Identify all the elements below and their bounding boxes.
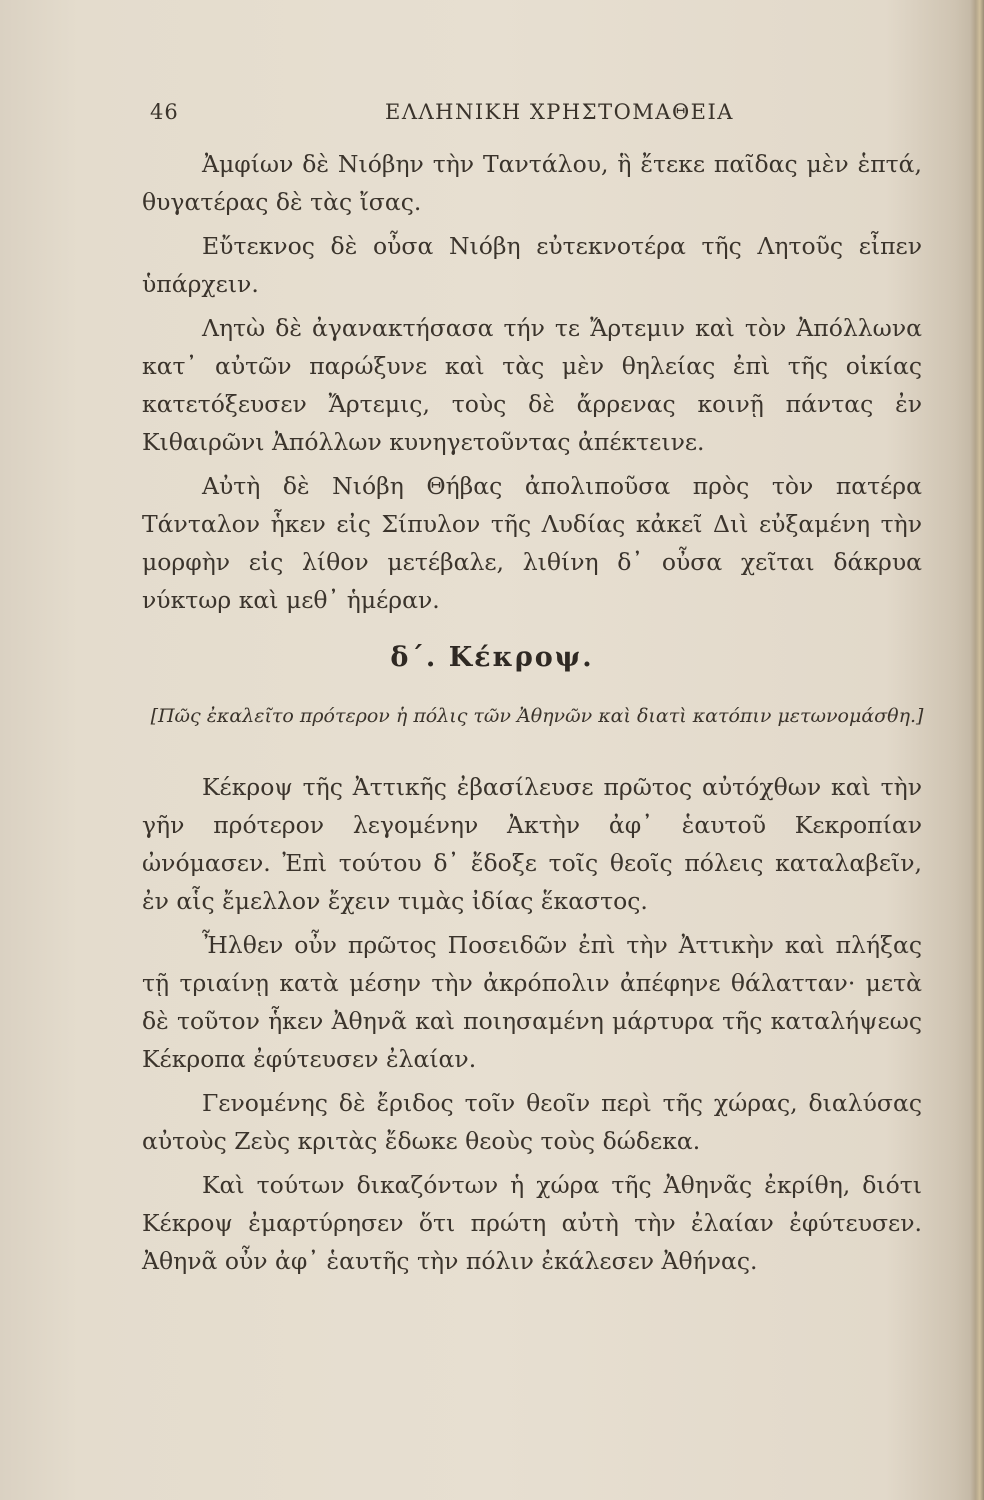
- section-title: δ΄. Κέκροψ.: [390, 642, 594, 673]
- paragraph: Αὐτὴ δὲ Νιόβη Θήβας ἀπολιποῦσα πρὸς τὸν πατέρα Τάνταλον ἧκεν εἰς Σίπυλον τῆς Λυδίας κἀκεῖ Διὶ εὐξαμένη τὴν μορφὴν εἰς λίθον μετέβαλε, λιθίνη δ᾽ οὖσα χεῖται δάκρυα νύκτωρ καὶ μεθ᾽ ἡμέραν.: [142, 472, 922, 614]
- section-subtitle: [Πῶς ἐκαλεῖτο πρότερον ἡ πόλις τῶν Ἀθηνῶν καὶ διατὶ κατόπιν μετωνομάσθη.]: [150, 705, 924, 727]
- text-block-kekrops: [142, 768, 922, 1286]
- paragraph: Ἀμφίων δὲ Νιόβην τὴν Ταντάλου, ἣ ἔτεκε παῖδας μὲν ἑπτά, θυγατέρας δὲ τὰς ἴσας.: [142, 150, 922, 216]
- running-title: ΕΛΛΗΝΙΚΗ ΧΡΗΣΤΟΜΑΘΕΙΑ: [385, 100, 734, 124]
- text-block-niobe: [142, 145, 922, 625]
- page-number: 46: [150, 100, 179, 124]
- paragraph: Καὶ τούτων δικαζόντων ἡ χώρα τῆς Ἀθηνᾶς ἐκρίθη, διότι Κέκροψ ἐμαρτύρησεν ὅτι πρώτη αὐτὴ τὴν ἐλαίαν ἐφύτευσεν. Ἀθηνᾶ οὖν ἀφ᾽ ἑαυτῆς τὴν πόλιν ἐκάλεσεν Ἀθήνας.: [142, 1171, 922, 1275]
- paragraph: Λητὼ δὲ ἀγανακτήσασα τήν τε Ἄρτεμιν καὶ τὸν Ἀπόλλωνα κατ᾽ αὐτῶν παρώξυνε καὶ τὰς μὲν θηλείας ἐπὶ τῆς οἰκίας κατετόξευσεν Ἄρτεμις, τοὺς δὲ ἄρρενας κοινῇ πάντας ἐν Κιθαιρῶνι Ἀπόλλων κυνηγετοῦντας ἀπέκτεινε.: [142, 314, 922, 456]
- running-head: [150, 100, 910, 136]
- paragraph: Εὔτεκνος δὲ οὖσα Νιόβη εὐτεκνοτέρα τῆς Λητοῦς εἶπεν ὑπάρχειν.: [142, 232, 922, 298]
- paragraph: Γενομένης δὲ ἔριδος τοῖν θεοῖν περὶ τῆς χώρας, διαλύσας αὐτοὺς Ζεὺς κριτὰς ἔδωκε θεοὺς τοὺς δώδεκα.: [142, 1089, 922, 1155]
- paragraph: Κέκροψ τῆς Ἀττικῆς ἐβασίλευσε πρῶτος αὐτόχθων καὶ τὴν γῆν πρότερον λεγομένην Ἀκτὴν ἀφ᾽ ἑαυτοῦ Κεκροπίαν ὠνόμασεν. Ἐπὶ τούτου δ᾽ ἔδοξε τοῖς θεοῖς πόλεις καταλαβεῖν, ἐν αἷς ἔμελλον ἔχειν τιμὰς ἰδίας ἕκαστος.: [142, 773, 922, 915]
- paragraph: Ἦλθεν οὖν πρῶτος Ποσειδῶν ἐπὶ τὴν Ἀττικὴν καὶ πλήξας τῇ τριαίνῃ κατὰ μέσην τὴν ἀκρόπολιν ἀπέφηνε θάλατταν· μετὰ δὲ τοῦτον ἧκεν Ἀθηνᾶ καὶ ποιησαμένη μάρτυρα τῆς καταλήψεως Κέκροπα ἐφύτευσεν ἐλαίαν.: [142, 931, 922, 1073]
- page-edge-shadow: [970, 0, 984, 1500]
